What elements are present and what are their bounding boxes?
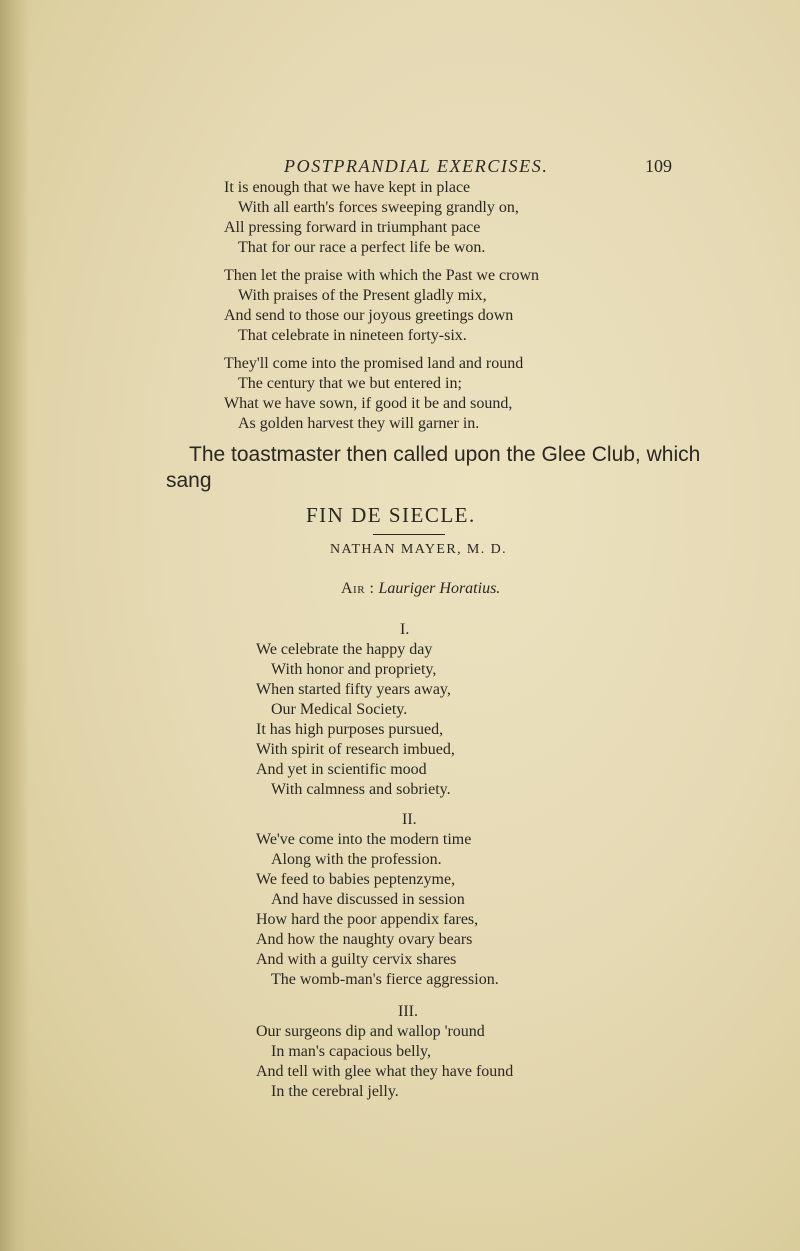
poem-line: That for our race a perfect life be won.: [238, 239, 486, 256]
poem-line: The century that we but entered in;: [238, 375, 462, 392]
stanza-line: When started fifty years away,: [256, 681, 451, 698]
stanza-line: We feed to babies peptenzyme,: [256, 871, 456, 888]
stanza-line: How hard the poor appendix fares,: [256, 911, 479, 928]
stanza-line: We've come into the modern time: [256, 831, 472, 848]
page-gutter-shadow: [0, 0, 30, 1251]
stanza-line: Along with the profession.: [271, 851, 442, 868]
stanza-line: With calmness and sobriety.: [271, 781, 451, 798]
stanza-line: And yet in scientific mood: [256, 761, 427, 778]
prose-line: The toastmaster then called upon the Glee Club, which: [189, 443, 701, 466]
song-air: [341, 580, 500, 598]
stanza-line: In man's capacious belly,: [271, 1043, 432, 1060]
poem-line: All pressing forward in triumphant pace: [224, 219, 481, 236]
stanza-line: And have discussed in session: [271, 891, 465, 908]
air-tune: Lauriger Horatius.: [378, 580, 501, 597]
stanza-line: Our Medical Society.: [271, 701, 408, 718]
stanza-line: With honor and propriety,: [271, 661, 437, 678]
poem-line: With praises of the Present gladly mix,: [238, 287, 487, 304]
poem-line: With all earth's forces sweeping grandly on,: [238, 199, 519, 216]
poem-line: It is enough that we have kept in place: [224, 179, 471, 196]
prose-line: sang: [166, 469, 212, 492]
stanza-numeral: II.: [402, 811, 417, 828]
stanza-line: It has high purposes pursued,: [256, 721, 444, 738]
stanza-line: We celebrate the happy day: [256, 641, 433, 658]
stanza-line: With spirit of research imbued,: [256, 741, 455, 758]
poem-line: Then let the praise with which the Past we crown: [224, 267, 540, 284]
song-author: NATHAN MAYER, M. D.: [330, 542, 507, 557]
stanza-line: And tell with glee what they have found: [256, 1063, 514, 1080]
stanza-numeral: I.: [400, 621, 410, 638]
air-label: Air :: [341, 580, 375, 597]
stanza-line: Our surgeons dip and wallop 'round: [256, 1023, 485, 1040]
page-number: 109: [645, 156, 672, 176]
stanza-line: And with a guilty cervix shares: [256, 951, 457, 968]
poem-line: That celebrate in nineteen forty-six.: [238, 327, 467, 344]
poem-line: As golden harvest they will garner in.: [238, 415, 480, 432]
stanza-line: And how the naughty ovary bears: [256, 931, 473, 948]
stanza-line: In the cerebral jelly.: [271, 1083, 399, 1100]
poem-line: They'll come into the promised land and round: [224, 355, 524, 372]
poem-line: And send to those our joyous greetings down: [224, 307, 514, 324]
running-header: POSTPRANDIAL EXERCISES.: [284, 156, 549, 176]
title-divider: [373, 534, 445, 535]
song-title: FIN DE SIECLE.: [306, 503, 476, 527]
stanza-line: The womb-man's fierce aggression.: [271, 971, 499, 988]
poem-line: What we have sown, if good it be and sound,: [224, 395, 513, 412]
stanza-numeral: III.: [398, 1003, 418, 1020]
